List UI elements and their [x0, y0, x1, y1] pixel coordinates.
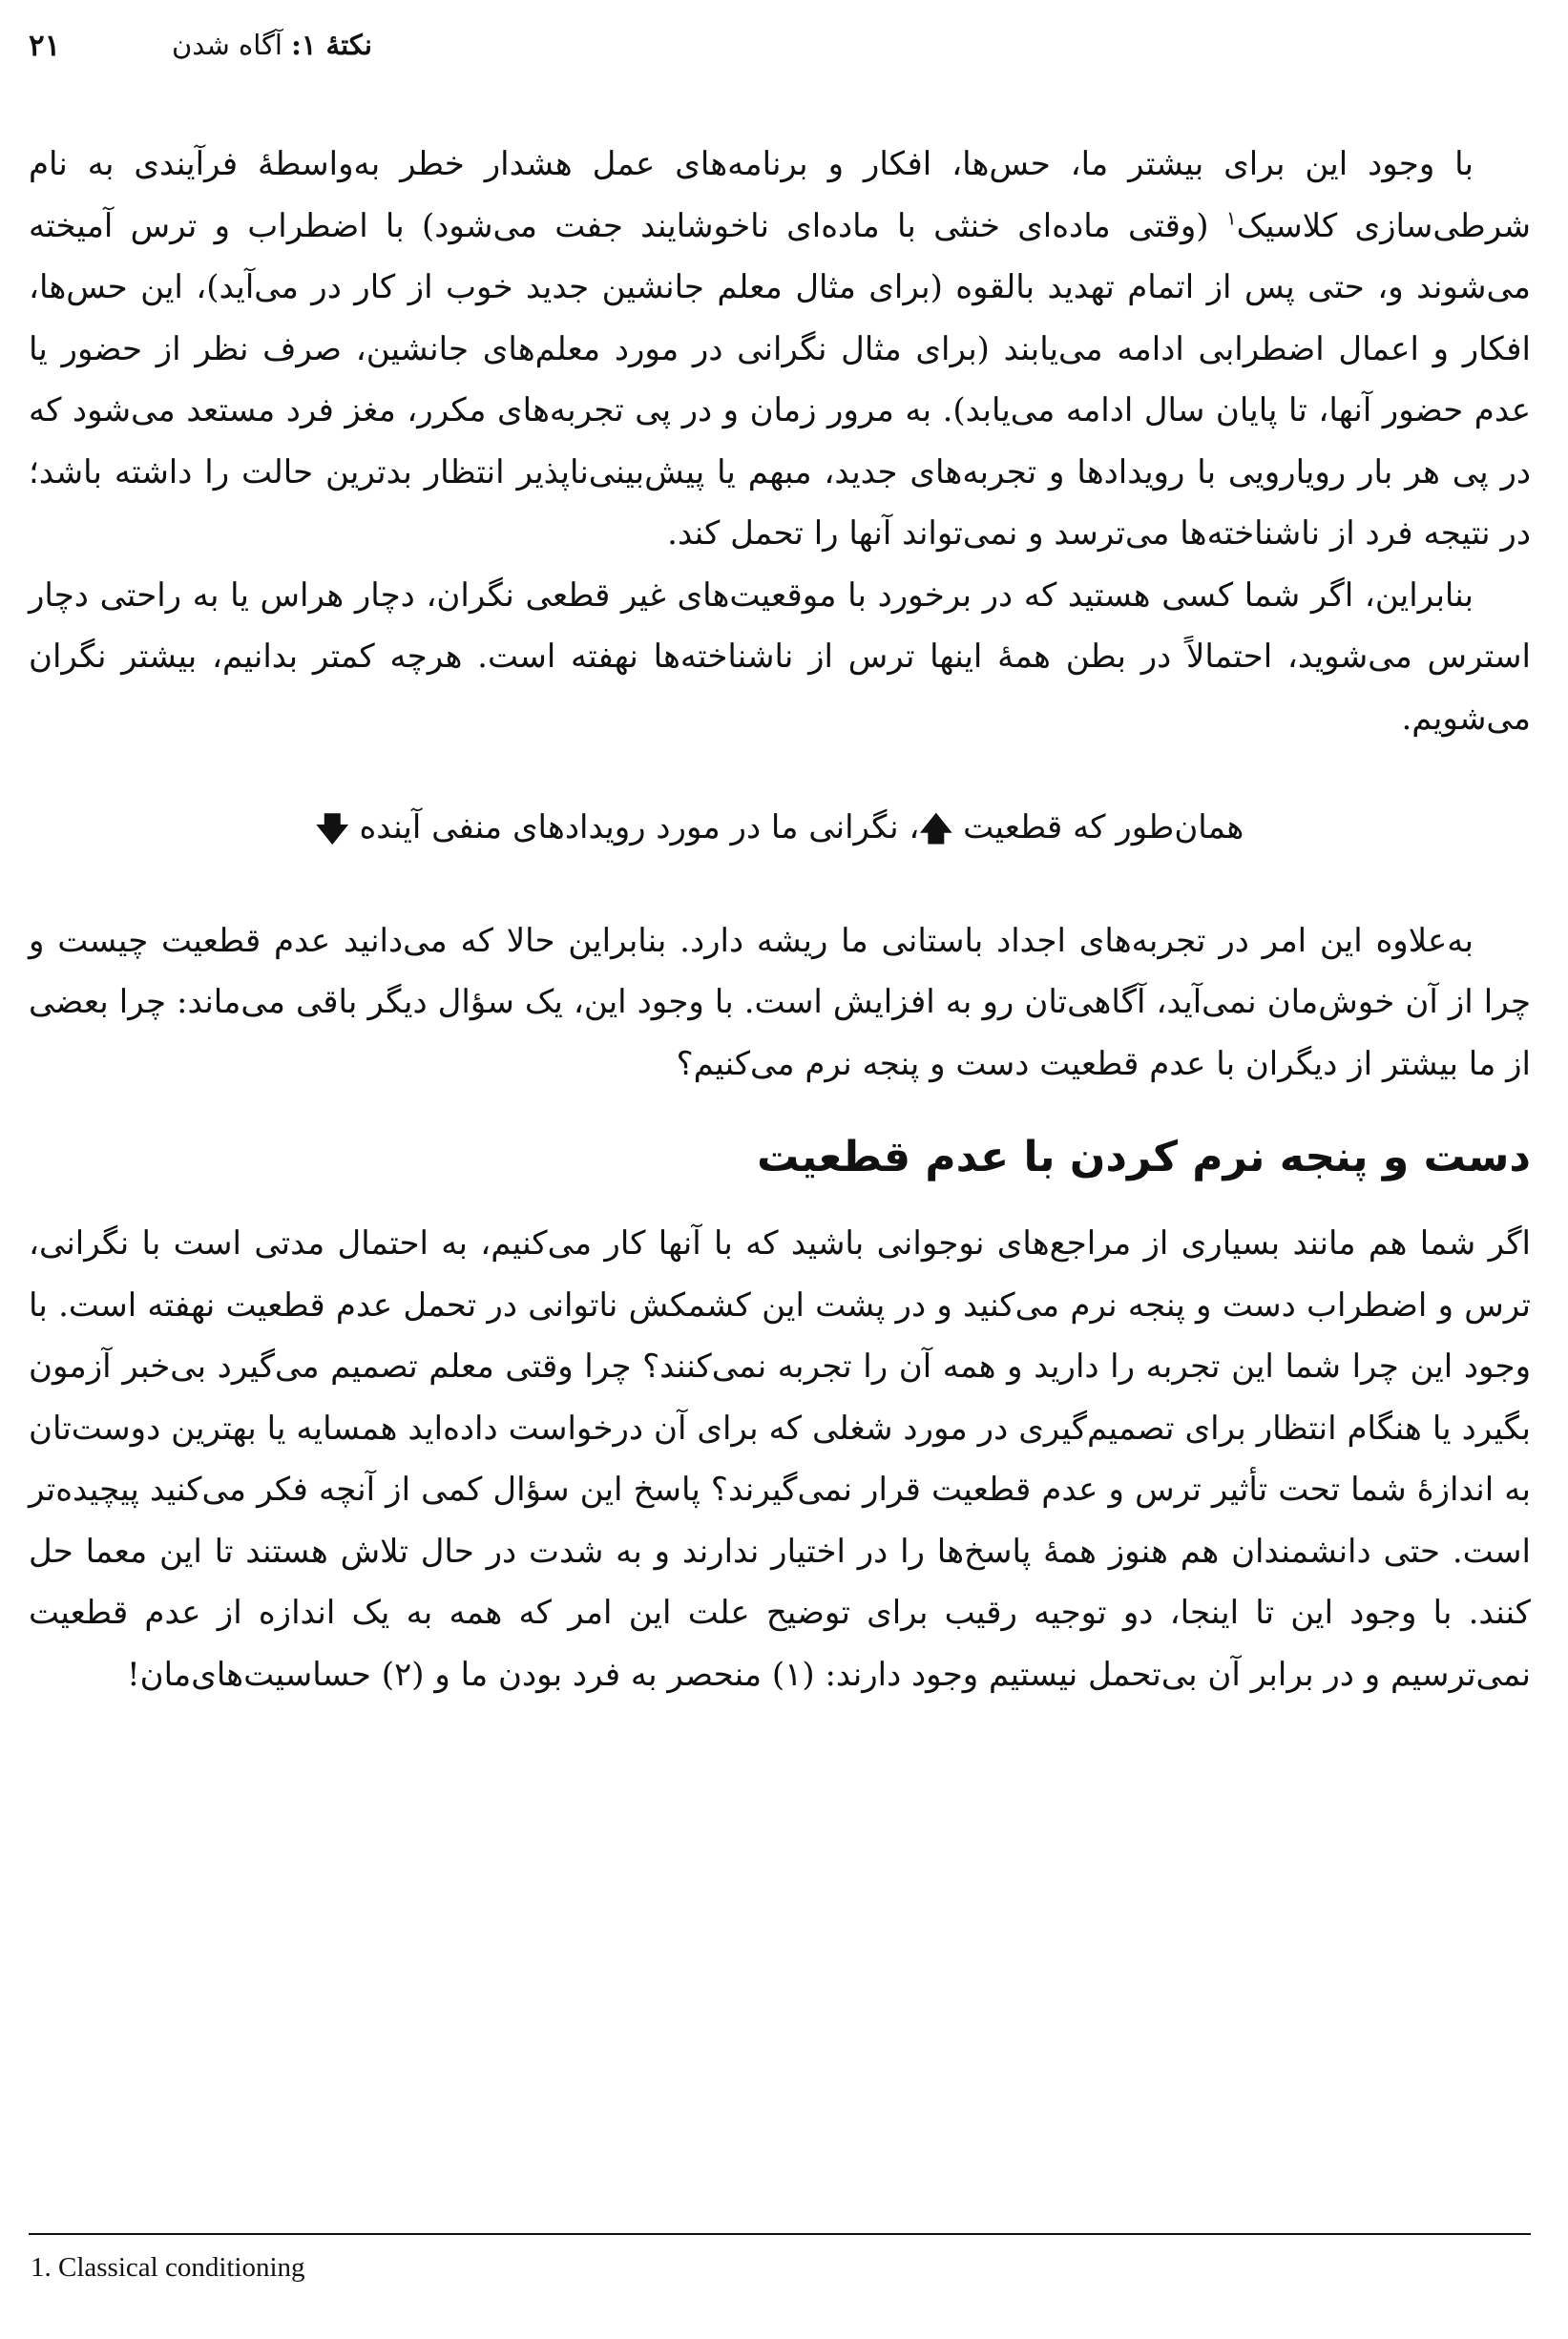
paragraph-3: به‌علاوه این امر در تجربه‌های اجداد باستانی ما ریشه دارد. بنابراین حالا که می‌دانید عدم قطعیت چیست و چرا از آن خوش‌مان نمی‌آید، آگاهی‌تان رو به افزایش است. با وجود این، یک سؤال دیگر باقی می‌ماند: چرا بعضی از ما بیشتر از دیگران با عدم قطعیت دست و پنجه نرم می‌کنیم؟ — [29, 921, 1531, 1083]
paragraph-4: اگر شما هم مانند بسیاری از مراجع‌های نوجوانی باشید که با آنها کار می‌کنیم، به احتمال مدتی است با نگرانی، ترس و اضطراب دست و پنجه نرم می‌کنید و در پشت این کشمکش ناتوانی در تحمل عدم قطعیت نهفته است. با وجود این چرا شما این تجربه را دارید و همه آن را تجربه نمی‌کنند؟ چرا وقتی معلم تصمیم می‌گیرد بی‌خبر آزمون بگیرد یا هنگام انتظار برای تصمیم‌گیری در مورد شغلی که برای آن درخواست داده‌اید همسایه یا بهترین دوست‌تان به اندازهٔ شما تحت تأثیر ترس و عدم قطعیت قرار نمی‌گیرند؟ پاسخ این سؤال کمی از آنچه فکر می‌کنید پیچیده‌تر است. حتی دانشمندان هم هنوز همهٔ پاسخ‌ها را در اختیار ندارند و به شدت در حال تلاش هستند تا این معما حل کنند. با وجود این تا اینجا، دو توجیه رقیب برای توضیح علت این امر که همه به یک اندازه از عدم قطعیت نمی‌ترسیم و در برابر آن بی‌تحمل نیستیم وجود دارند: (۱) منحصر به فرد بودن ما و (۲) حساسیت‌های‌مان! — [29, 1224, 1531, 1694]
key-statement-part-2: ، نگرانی ما در مورد رویدادهای منفی آینده — [348, 808, 920, 846]
paragraph-1-start: با وجود این برای بیشتر ما، حس‌ها، افکار و برنامه‌های عمل هشدار خطر به‌واسطهٔ فرآیندی به نام شرطی‌سازی کلاسیک — [29, 145, 1531, 245]
footnote: 1. Classical conditioning — [31, 2252, 305, 2283]
chapter-title — [172, 29, 372, 61]
chapter-label: نکتهٔ ۱: — [291, 29, 372, 61]
paragraph-1-rest: (وقتی ماده‌ای خنثی با ماده‌ای ناخوشایند جفت می‌شود) با اضطراب و ترس آمیخته می‌شوند و، حتی پس از اتمام تهدید بالقوه (برای مثال معلم جانشین جدید خوب از کار در می‌آید)، این حس‌ها، افکار و اعمال اضطرابی ادامه می‌یابند (برای مثال نگرانی در مورد معلم‌های جانشین، صرف نظر از حضور یا عدم حضور آنها، تا پایان سال ادامه می‌یابد). به مرور زمان و در پی تجربه‌های مکرر، مغز فرد مستعد می‌شود که در پی هر بار رویارویی با رویدادها و تجربه‌های جدید، مبهم یا پیش‌بینی‌ناپذیر انتظار بدترین حالت را داشته باشد؛ در نتیجه فرد از ناشناخته‌ها می‌ترسد و نمی‌تواند آنها را تحمل کند. — [29, 206, 1531, 553]
key-statement-part-1: همان‌طور که قطعیت — [952, 808, 1244, 846]
arrow-down-icon: 🡇 — [315, 810, 349, 848]
paragraph-1 — [29, 134, 1531, 565]
footnote-divider — [29, 2233, 1531, 2235]
body-text — [29, 134, 1531, 1705]
paragraph-2: بنابراین، اگر شما کسی هستید که در برخورد با موقعیت‌های غیر قطعی نگران، دچار هراس یا به راحتی دچار استرس می‌شوید، احتمالاً در بطن همهٔ اینها ترس از ناشناخته‌ها نهفته است. هرچه کمتر بدانیم، بیشتر نگران می‌شویم. — [29, 575, 1531, 738]
chapter-name: آگاه شدن — [172, 29, 282, 61]
running-header — [29, 29, 1539, 86]
section-heading: دست و پنجه نرم کردن با عدم قطعیت — [757, 1133, 1531, 1181]
arrow-up-icon: 🡅 — [919, 810, 953, 848]
page-number: ۲۱ — [29, 29, 61, 63]
key-statement — [29, 797, 1531, 861]
footnote-reference: ۱ — [1225, 206, 1237, 230]
